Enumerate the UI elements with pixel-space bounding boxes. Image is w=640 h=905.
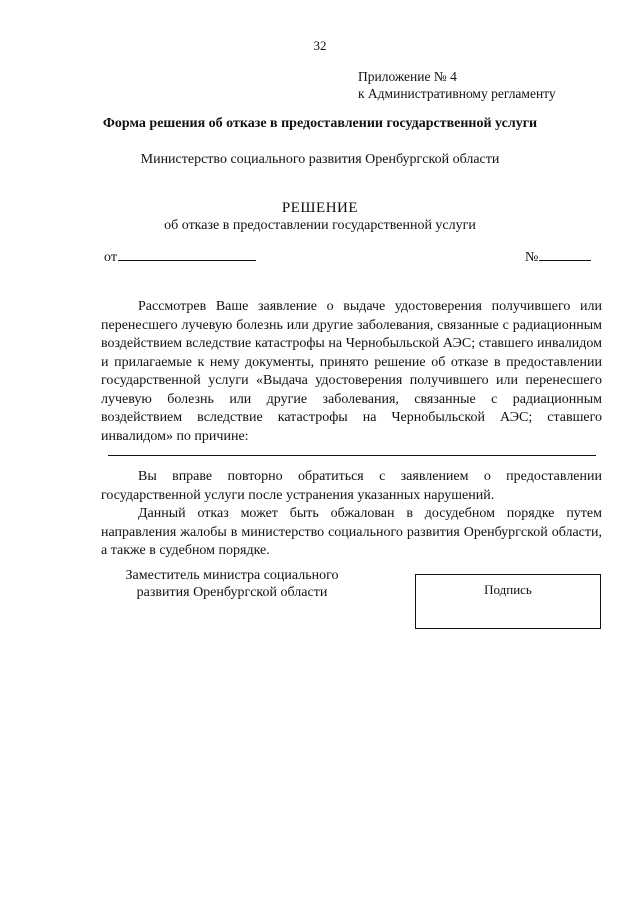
date-label: от (104, 250, 117, 265)
signature-label: Подпись (484, 582, 532, 597)
appendix-line-1: Приложение № 4 (358, 69, 457, 84)
number-label: № (525, 250, 539, 265)
paragraph-reapply: Вы вправе повторно обратиться с заявлением о предоставлении государственной услуги после устранения указанных нарушений. (101, 469, 602, 503)
paragraph-review: Рассмотрев Ваше заявление о выдаче удостоверения получившего или перенесшего лучевую болезнь или другие заболевания, связанные с радиационным воздействием вследствие катастрофы на Чернобыльской АЭС; ставшего инвалидом и прилагаемые к нему документы, принято решение об отказе в предоставлении государственной услуги «Выдача удостоверения получившего или перенесшего лучевую болезнь или другие заболевания, связанные с радиационным воздействием вследствие катастрофы на Чернобыльской АЭС; ставшего инвалидом» по причине: (101, 299, 602, 444)
reason-blank-line (108, 455, 596, 456)
date-blank-line (118, 248, 256, 261)
signer-line-1: Заместитель министра социального (125, 568, 339, 583)
appendix-note (358, 68, 556, 102)
page-number: 32 (313, 38, 327, 53)
signer-title (112, 567, 352, 601)
signer-line-2: развития Оренбургской области (136, 585, 328, 600)
paragraph-appeal: Данный отказ может быть обжалован в досудебном порядке путем направления жалобы в министерство социального развития Оренбургской области, а также в судебном порядке. (101, 506, 602, 558)
appendix-line-2: к Административному регламенту (358, 86, 556, 101)
decision-title: РЕШЕНИЕ (281, 200, 359, 216)
decision-subtitle: об отказе в предоставлении государственной услуги (164, 218, 476, 233)
number-field (525, 248, 591, 266)
ministry-name: Министерство социального развития Оренбургской области (140, 152, 500, 167)
date-field (104, 248, 256, 266)
form-title: Форма решения об отказе в предоставлении государственной услуги (102, 116, 538, 131)
signature-box (415, 574, 601, 629)
number-blank-line (539, 248, 591, 261)
